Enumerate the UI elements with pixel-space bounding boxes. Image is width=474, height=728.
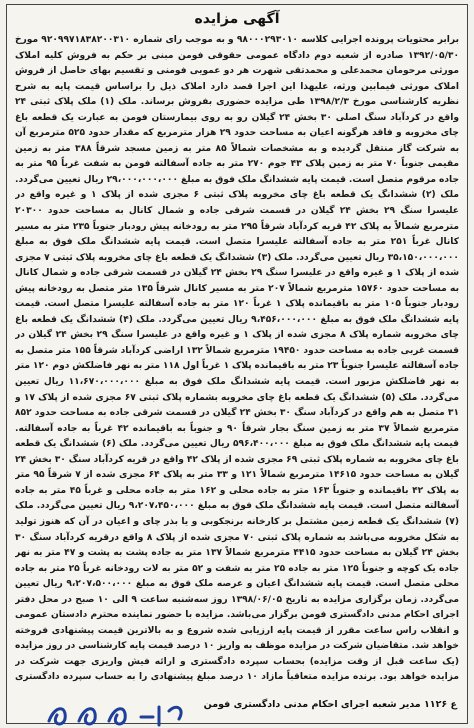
- notice-frame: [6, 4, 468, 724]
- handwritten-mark: [41, 695, 201, 728]
- notice-signature: ع ۱۱۲۶ مدیر شعبه اجرای احکام مدنی دادگستری فومن: [203, 699, 457, 710]
- notice-title: آگهی مزایده: [194, 11, 280, 27]
- notice-body: برابر محتویات پرونده اجرایی کلاسه ۹۸۰۰۰۲۹۳۰۱۰ و به موجب رای شماره ۹۲۰۹۹۷۱۸۳۸۲۰۰۳۱۰ مورخ ۱۳۹۲/۰۵/۳۰ صادره از شعبه دوم دادگاه عمومی حقوقی فومن مبنی بر حکم به فروش کلیه املاک مورثی مرحومان محمدعلی و محمدتقی شهرت هر دو عمویی فومنی و تقسیم بهای حاصل از فروش املاک مورثی فیمابین ورثه، علیهذا این اجرا قصد دارد املاک ذیل را براساس قیمت پایه به شرح نظریه کارشناسی مورخ ۱۳۹۸/۲/۳ طی مزایده حضوری بفروش برساند. ملک (۱) ملک پلاک ثبتی ۲۴ واقع در کردآباد سنگ اصلی ۳۰ بخش ۲۴ گیلان رو به روی بیمارستان فومن به عبارت یک قطعه باغ چای مخروبه و فاقد هرگونه اعیان به مساحت حدود ۲۹ هزار مترمربع که مقدار حدود ۵۲۵ مترمربع آن به شرکت گاز منتقل گردیده و به مشخصات شمالاً ۸۵ متر به زمین مسجد شرقاً ۳۸۸ متر به زمین مقیمی جنوباً ۷۰ متر به زمین پلاک ۴۳ جوم ۲۷۰ متر به جاده آسفالته فومن به شفت غرباً ۹۵ متر به جاده مرقوم متصل است. قیمت پایه ششدانگ ملک فوق به مبلغ ۲۹،۰۰۰،۰۰۰،۰۰۰ ریال تعیین می‌گردد. ملک (۲) ششدانگ یک قطعه باغ چای مخروبه پلاک ثبتی ۶ مجزی شده از پلاک ۱ و غیره واقع در علیسرا سنگ ۲۹ بخش ۲۴ گیلان در قسمت شرقی جاده و شمال کانال به مساحت حدود ۲۰۳۰۰ مترمربع شمالاً به پلاک ۴۲ قریه کردآباد شرقاً ۲۹۵ متر به رودخانه پیش رودبار جنوباً ۲۳۵ متر به مسیر کانال غرباً ۲۵۱ متر به جاده آسفالته علیسرا متصل است. قیمت پایه ششدانگ ملک فوق به مبلغ ۳۵،۱۵۰،۰۰۰،۰۰۰ ریال تعیین می‌گردد. ملک (۳) ششدانگ یک قطعه باغ چای مخروبه پلاک ثبتی ۷ مجزی شده از پلاک ۱ و غیره واقع در علیسرا سنگ ۲۹ بخش ۲۴ گیلان در قسمت شرقی جاده و شمال کانال به مساحت حدود ۱۵۷۶۰ مترمربع شمالاً ۲۰۷ متر به مسیر کانال شرقاً ۱۳۵ متر متصل به رودخانه پیش رودبار جنوباً ۱۰۵ متر به باقیمانده پلاک ۱ غرباً ۱۲۰ متر به جاده آسفالته علیسرا متصل است. قیمت پایه ششدانگ ملک فوق به مبلغ ۹،۴۵۶،۰۰۰،۰۰۰ ریال تعیین می‌گردد. ملک (۴) ششدانگ یک قطعه باغ چای مخروبه شماره پلاک ۸ مجزی شده از پلاک ۱ و غیره واقع در علیسرا سنگ ۲۹ بخش ۲۴ گیلان در قسمت غربی جاده به مساحت حدود ۱۹۴۵۰ مترمربع شمالاً ۱۳۲ اراضی کردآباد شرقاً ۱۵۵ متر متصل به جاده آسفالته علیسرا جنوباً ۲۳ متر به باقیمانده پلاک ۱ غرباً اول ۱۱۸ متر به نهر فاضلکش دوم ۱۲۰ متر به نهر فاضلکش مزبور است. قیمت پایه ششدانگ ملک فوق به مبلغ ۱۱،۶۷۰،۰۰۰،۰۰۰ ریال تعیین می‌گردد. ملک (۵) ششدانگ یک قطعه باغ چای مخروبه بشماره پلاک ثبتی ۶۷ مجزی شده از پلاک ۱۷ و ۳۱ متصل به هم واقع در کردآباد سنگ ۳۰ بخش ۲۴ گیلان در قسمت شرقی جاده به مساحت حدود ۸۵۲ مترمربع شمالاً ۳۷ متر به زمین سنگ بجار شرقاً ۹۰ و جنوباً به باقیمانده ۴۲ غرباً به جاده آسفالته. قیمت پایه ششدانگ ملک فوق به مبلغ ۵۹۶،۴۰۰،۰۰۰ ریال تعیین می‌گردد. ملک (۶) ششدانگ یک قطعه باغ چای مخروبه به شماره پلاک ثبتی ۶۹ مجزی شده از پلاک ۴۲ واقع در قریه کردآباد سنگ ۳۰ بخش ۲۴ گیلان به مساحت حدود ۱۴۶۱۵ مترمربع شمالاً ۱۲۱ و ۳۳ متر به پلاک ۶۴ مجزی شده از ۷ شرقاً ۹۵ متر به پلاک ۴۲ باقیمانده و جنوباً ۱۶۳ متر به جاده محلی و ۱۶۲ متر به جاده محلی و غرباً ۴۵ متر به جاده آسفالته متصل است. قیمت پایه ششدانگ ملک فوق به مبلغ ۹،۲۰۷،۴۵۰،۰۰۰ ریال تعیین می‌گردد. ملک (۷) ششدانگ یک قطعه زمین مشتمل بر کارخانه برنجکوبی و یا بذر چای و اعیان در آن که هنوز تولید به شکل مخروبه می‌باشد به شماره پلاک ثبتی ۷۰ مجزی شده از پلاک ۸ واقع درقریه کردآباد سنگ ۳۰ بخش ۲۴ گیلان به مساحت حدود ۴۴۱۵ مترمربع شمالاً ۱۳۷ متر به جاده پشت به پشت و ۴۷ متر به نهر جاده یک کوچه و جنوباً ۱۲۵ متر به جاده ۲۵ متر به شفت و ۵۲ متر به لات رودخانه غرباً ۲۵ متر به جاده محلی متصل است. قیمت پایه ششدانگ اعیان و عرصه ملک فوق به مبلغ ۹،۲۰۷،۵۰۰،۰۰۰ ریال تعیین می‌گردد. زمان برگزاری مزایده به تاریخ ۱۳۹۸/۰۶/۰۵ روز سه‌شنبه ساعت ۹ الی ۱۰ صبح در محل دفتر اجرای احکام مدنی دادگستری فومن برگزار می‌باشد. مزایده با حضور نماینده محترم دادستان عمومی و انقلاب راس ساعت مقرر از قیمت پایه ارزیابی شده شروع و به بالاترین قیمت پیشنهادی فروخته خواهد شد. متقاضیان شرکت در مزایده موظف به واریز ۱۰ درصد قیمت پایه کارشناسی در روز مزایده (یک ساعت قبل از وقت مزایده) بحساب سپرده دادگستری و ارائه فیش واریزی جهت شرکت در مزایده خواهد بود. برنده مزایده متعاقباً مازاد ۱۰ درصد مبلغ پیشنهادی را به حساب سپرده دادگستری: [15, 35, 459, 683]
